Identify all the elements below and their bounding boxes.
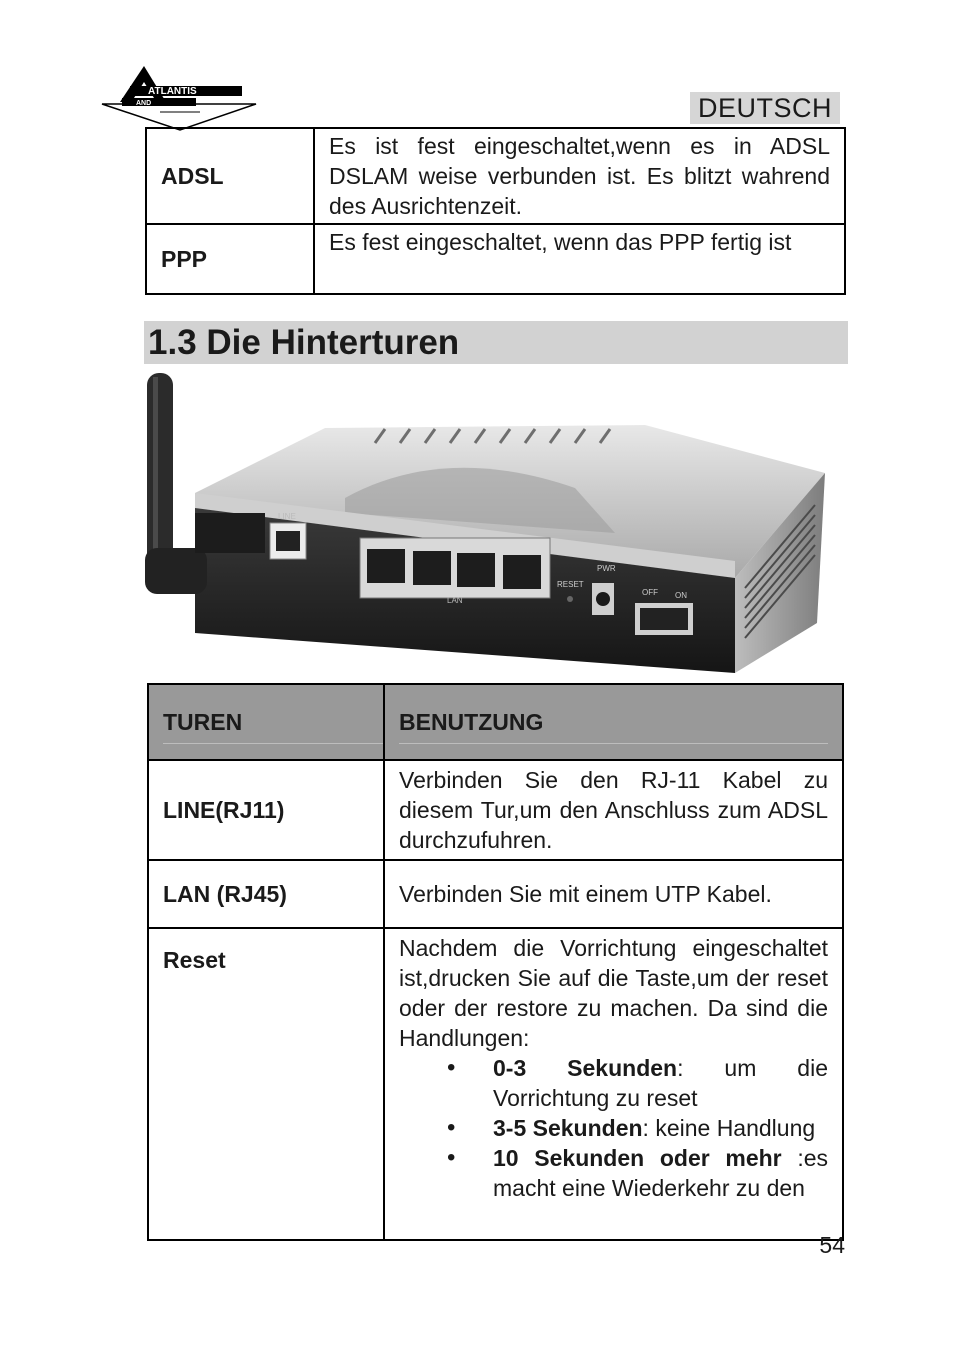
reset-actions-list — [399, 1053, 828, 1203]
svg-text:LAN: LAN — [447, 596, 463, 605]
column-header-turen: TUREN — [148, 684, 384, 760]
port-label: LAN (RJ45) — [148, 860, 384, 928]
led-description: Es fest eingeschaltet, wenn das PPP fertig ist — [314, 224, 845, 294]
port-label: Reset — [148, 928, 384, 1240]
svg-text:ATLANTIS: ATLANTIS — [148, 86, 197, 97]
router-back-photo — [145, 373, 835, 678]
led-label: PPP — [146, 224, 314, 294]
list-item: • 3-5 Sekunden: keine Handlung — [447, 1113, 828, 1143]
svg-text:OFF: OFF — [642, 588, 658, 597]
port-description: Verbinden Sie mit einem UTP Kabel. — [384, 860, 843, 928]
led-table — [145, 127, 846, 295]
section-heading: 1.3 Die Hinterturen — [144, 321, 848, 364]
port-label: LINE(RJ11) — [148, 760, 384, 860]
svg-text:LINE: LINE — [278, 512, 296, 521]
led-description: Es ist fest eingeschaltet,wenn es in ADSL DSLAM weise verbunden ist. Es blitzt wahrend des Ausrichtenzeit. — [314, 128, 845, 224]
column-header-benutzung: BENUTZUNG — [384, 684, 843, 760]
port-description: Nachdem die Vorrichtung eingeschaltet ist,drucken Sie auf die Taste,um der reset oder der restore zu machen. Da sind die Handlungen: — [399, 935, 828, 1051]
table-row — [146, 128, 845, 224]
table-row — [146, 224, 845, 294]
list-item: • 0-3 Sekunden: um die Vorrichtung zu reset — [447, 1053, 828, 1113]
port-description: Verbinden Sie den RJ-11 Kabel zu diesem Tur,um den Anschluss zum ADSL durchzufuhren. — [384, 760, 843, 860]
svg-text:PWR: PWR — [597, 564, 616, 573]
table-row — [148, 760, 843, 860]
reset-description-cell — [384, 928, 843, 1240]
page-number: 54 — [819, 1232, 845, 1258]
svg-text:RESET: RESET — [557, 580, 584, 589]
atlantis-land-logo — [100, 64, 258, 132]
table-row — [148, 928, 843, 1240]
table-row — [148, 860, 843, 928]
language-label: DEUTSCH — [690, 92, 840, 124]
led-label: ADSL — [146, 128, 314, 224]
svg-text:ON: ON — [675, 591, 687, 600]
list-item: • 10 Sekunden oder mehr :es macht eine Wiederkehr zu den — [447, 1143, 828, 1203]
table-header-row — [148, 684, 843, 760]
ports-table — [147, 683, 844, 1241]
svg-text:AND: AND — [136, 100, 152, 107]
